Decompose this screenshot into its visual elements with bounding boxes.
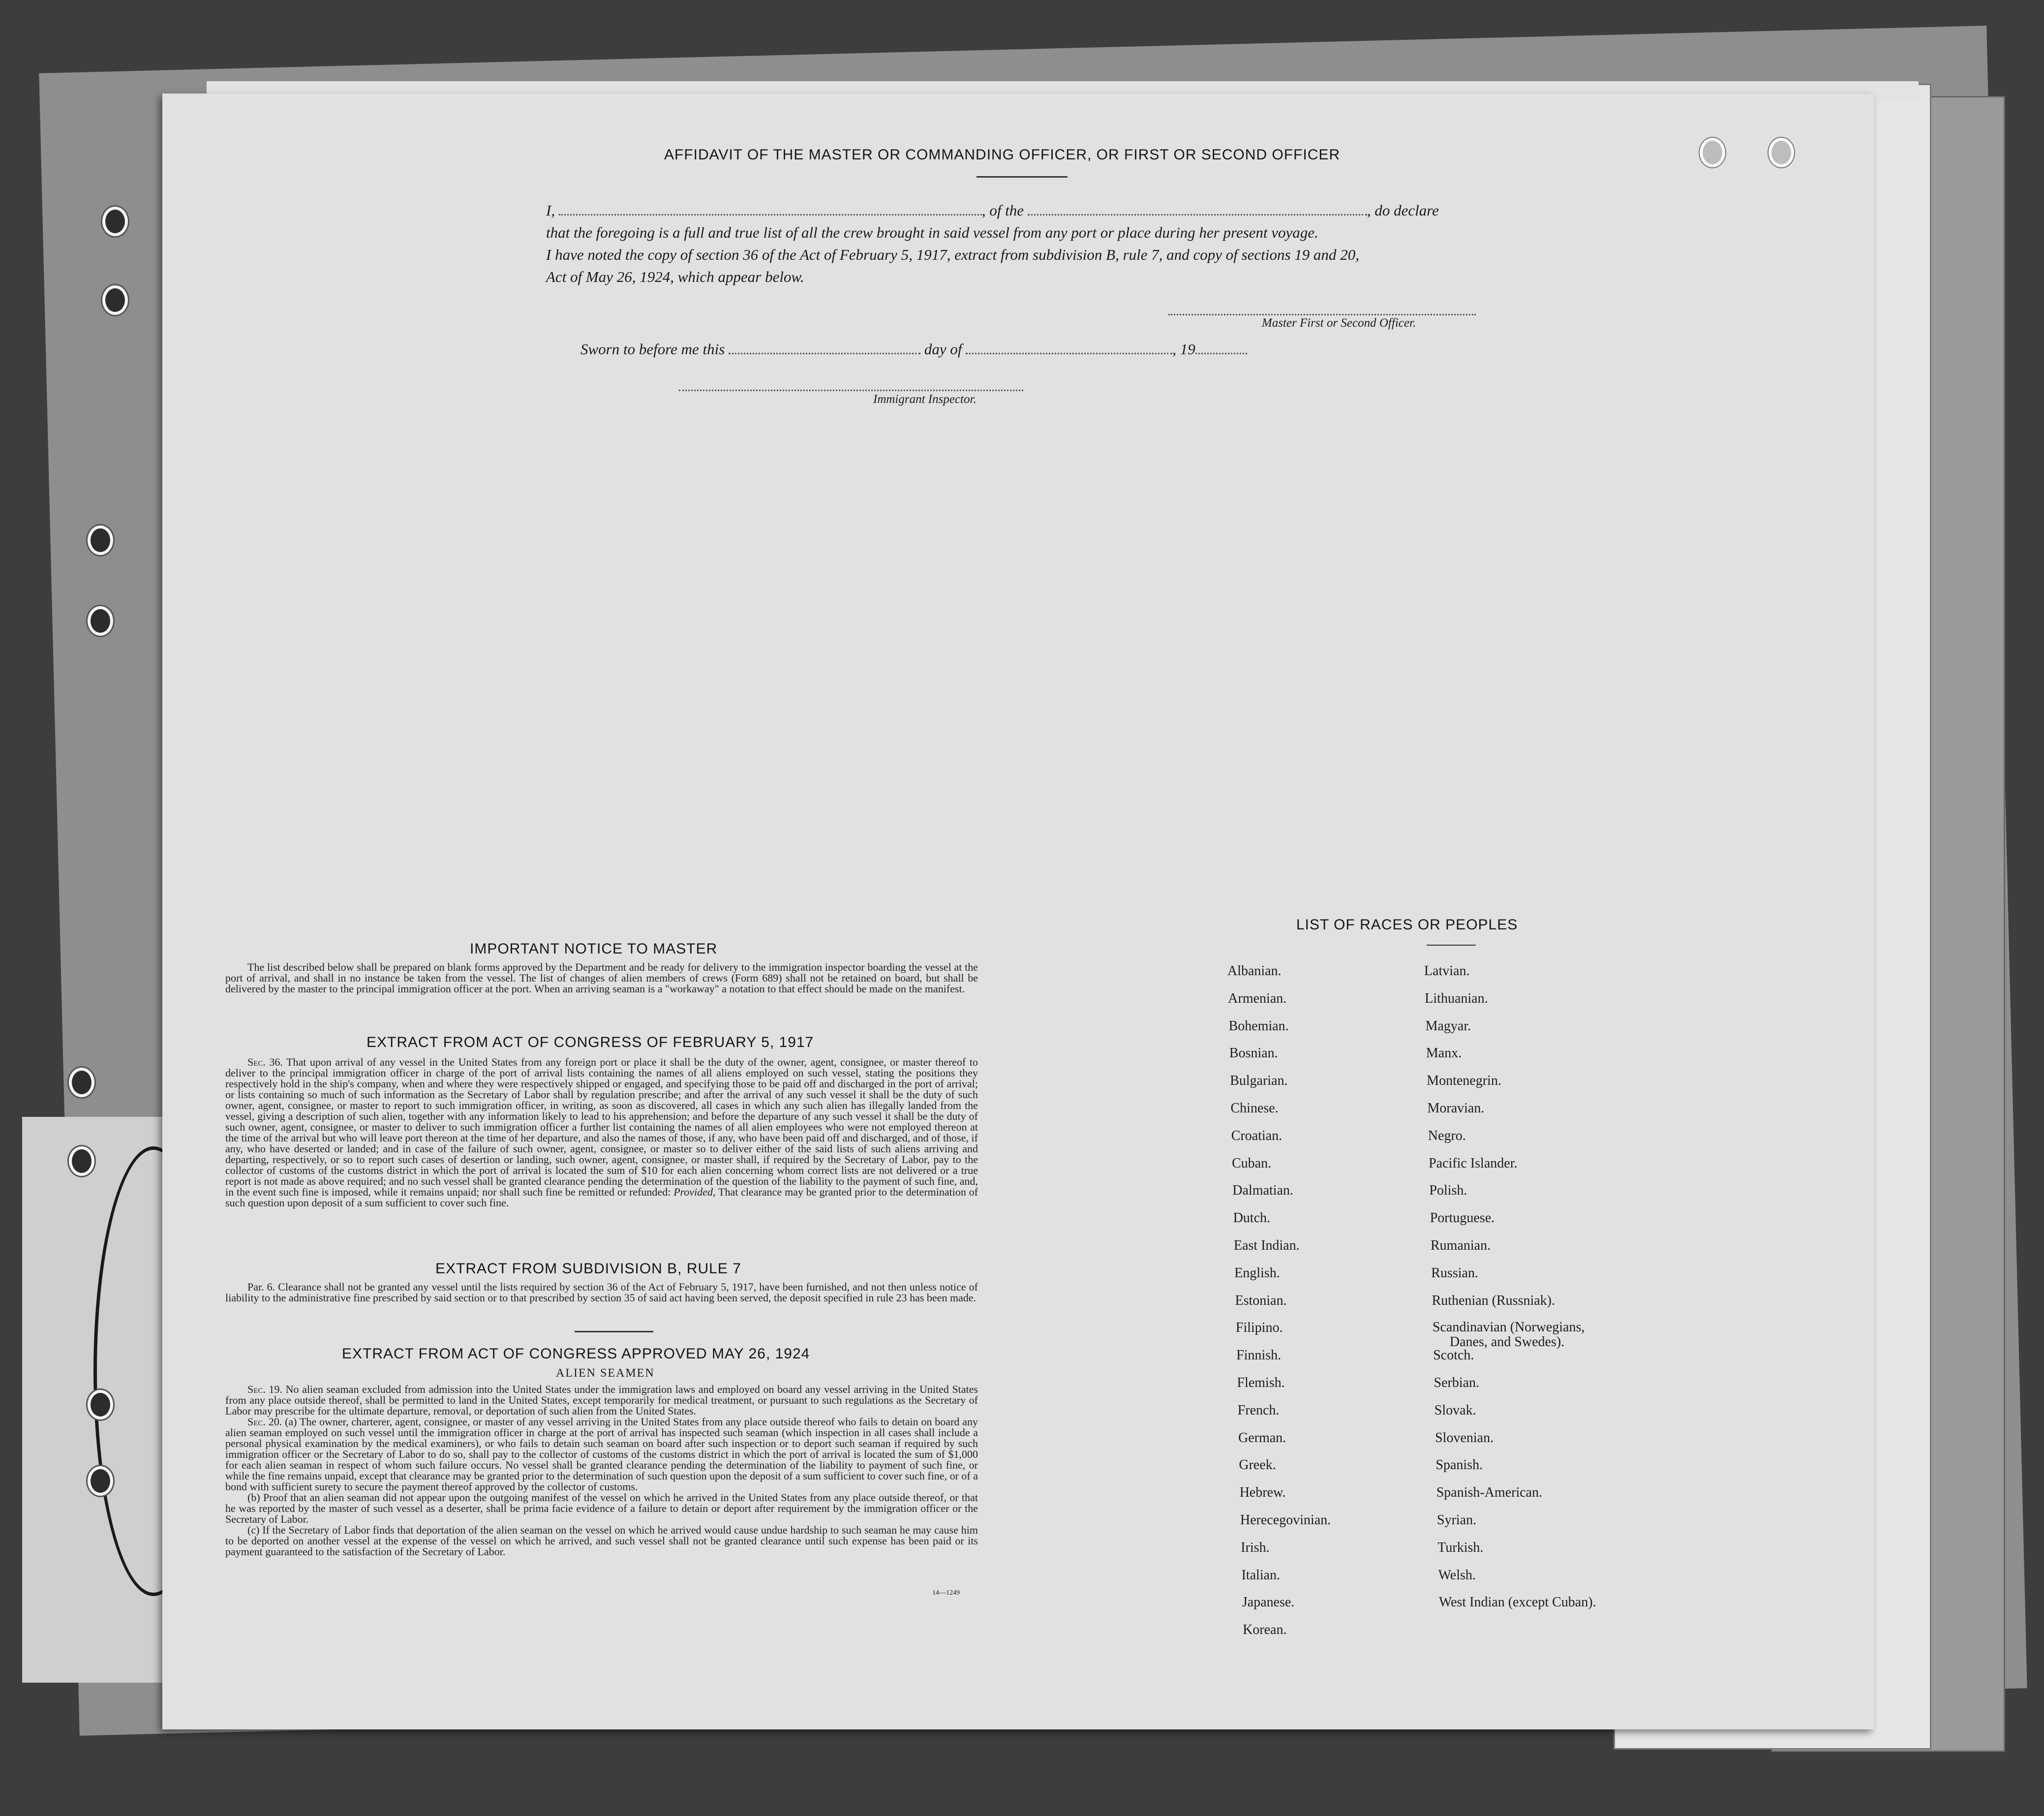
- race-item: Turkish.: [1437, 1539, 1484, 1555]
- alien-seamen-subtitle: ALIEN SEAMEN: [556, 1367, 655, 1380]
- race-item: Latvian.: [1424, 963, 1470, 979]
- section-20a-paragraph: [225, 1416, 978, 1492]
- vessel-field[interactable]: [1028, 214, 1367, 215]
- section-36-text: That upon arrival of any vessel in the United States from any foreign port or place it shall be the duty of the owner, agent, consignee, or master thereof to deliver to the principal immigration officer in charge of the port of arrival lists containing the names of all aliens employed on such vessel, stating the positions they respectively hold in the ship's company, when and where they were respectively shipped or engaged, and specifying those to be paid off and discharged in the port of arrival; or lists containing so much of such information as the Secretary of Labor shall by regulation prescribe; and after the arrival of any such vessel it shall be the duty of such owner, agent, consignee, or master to report to such immigration officer, in writing, as soon as discovered, all cases in which any such alien has illegally landed from the vessel, giving a description of such alien, together with any information likely to lead to his apprehension; and before the departure of any such vessel it shall be the duty of such owner, agent, consignee, or master to deliver to such immigration officer a further list containing the names of all alien employees who were not employed thereon at the time of the arrival but who will leave port thereon at the time of her departure, and also the names of those, if any, who have been paid off and discharged, and of those, if any, who have deserted or landed; and in case of the failure of such owner, agent, consignee, or master so to deliver either of the said lists of such aliens arriving and departing, respectively, or so to report such cases of desertion or landing, such owner, agent, consignee, or master shall, if required by the Secretary of Labor, pay to the collector of customs of the customs district in which the port of arrival is located the sum of $10 for each alien concerning whom correct lists are not delivered or a true report is not made as above required; and no such vessel shall be granted clearance pending the determination of the question of the liability to the payment of such fine, and, in the event such fine is imposed, while it remains unpaid; nor shall such fine be remitted or refunded:: [225, 1056, 978, 1198]
- section-19-paragraph: [225, 1384, 978, 1416]
- punch-hole: [1769, 138, 1794, 167]
- race-item: West Indian (except Cuban).: [1438, 1595, 1596, 1610]
- race-item: Scotch.: [1433, 1348, 1474, 1363]
- sworn-line: [580, 340, 1247, 358]
- sworn-day-field[interactable]: [729, 353, 920, 354]
- race-item: Pacific Islander.: [1429, 1155, 1518, 1171]
- race-item: English.: [1234, 1265, 1280, 1281]
- provided-word: Provided,: [673, 1186, 716, 1198]
- affidavit-title: AFFIDAVIT OF THE MASTER OR COMMANDING OFFICER, OR FIRST OR SECOND OFFICER: [664, 147, 1341, 163]
- race-item: Cuban.: [1232, 1155, 1272, 1171]
- section-20a-text: (a) The owner, charterer, agent, consignee, or master of any vessel arriving in the United States from any place outside thereof who fails to detain on board any alien seaman employed on such vessel until the immigration officer in charge at the port of arrival has inspected such seaman (which inspection in all cases shall include a personal physical examination by the medical examiners), or who fails to detain such seaman on board after such inspection or to deport such seaman if required by such immigration officer or the Secretary of Labor to do so, shall pay to the collector of customs of the customs district in which the port of arrival is located the sum of $1,000 for each alien seaman in respect of whom such failure occurs. No vessel shall be granted clearance pending the determination of the liability to payment of such fine, or while the fine remains unpaid, except that clearance may be granted prior to the determination of such question upon the deposit of a sum sufficient to cover such fine, or of a bond with sufficient surety to secure the payment thereof approved by the collector of customs.: [225, 1416, 978, 1493]
- year-field[interactable]: [1195, 353, 1247, 354]
- declaration-block: [546, 199, 1505, 288]
- notice-paragraph: The list described below shall be prepared on blank forms approved by the Department and be ready for delivery to the immigration inspector boarding the vessel at the port of arrival, and shall in no instance be taken from the vessel. The list of changes of alien members of crews (Form 689) shall not be retained on board, but shall be delivered by the master to the principal immigration officer at the port. When an arriving seaman is a "workaway" a notation to that effect should be made on the manifest.: [225, 961, 978, 995]
- race-item: Manx.: [1426, 1046, 1462, 1061]
- i-label: I,: [546, 202, 555, 219]
- title-rule: [976, 176, 1068, 178]
- races-title-rule: [1427, 945, 1476, 946]
- rule-7-paragraph: Par. 6. Clearance shall not be granted any vessel until the lists required by section 36 of the Act of February 5, 1917, have been furnished, and not then unless notice of liability to the administrative fine prescribed by said section or to that prescribed by section 35 of said act having been served, the deposit specified in rule 23 has been made.: [225, 1281, 978, 1304]
- race-item: Rumanian.: [1431, 1238, 1491, 1253]
- extract-1917-body: [225, 1057, 978, 1208]
- race-item: Polish.: [1429, 1183, 1467, 1199]
- rule-7-body: [225, 1282, 978, 1303]
- punch-hole: [1700, 138, 1725, 167]
- sworn-month-field[interactable]: [966, 353, 1172, 354]
- race-item: Dutch.: [1233, 1210, 1271, 1226]
- punch-hole: [88, 606, 113, 636]
- punch-hole: [69, 1146, 94, 1176]
- race-item: Moravian.: [1427, 1101, 1485, 1116]
- race-item: Spanish-American.: [1436, 1485, 1543, 1501]
- race-item: Bulgarian.: [1230, 1073, 1288, 1089]
- race-item: Filipino.: [1235, 1320, 1283, 1336]
- race-item: Slovak.: [1434, 1402, 1476, 1418]
- race-item: Armenian.: [1228, 990, 1287, 1006]
- race-item: Chinese.: [1230, 1101, 1279, 1116]
- race-item: Albanian.: [1227, 963, 1281, 979]
- year-label: , 19: [1172, 340, 1195, 358]
- race-item: Herecegovinian.: [1240, 1512, 1331, 1528]
- race-item: Welsh.: [1438, 1567, 1476, 1583]
- notice-body: [225, 962, 978, 994]
- section-19-label: Sec. 19.: [247, 1383, 283, 1395]
- name-field[interactable]: [559, 214, 982, 215]
- section-20b-paragraph: (b) Proof that an alien seaman did not appear upon the outgoing manifest of the vessel on which he arrived in the United States from any place outside thereof, or that he was reported by the master of such vessel as a deserter, shall be prima facie evidence of a failure to detain or deport after requirement by the immigration officer or the Secretary of Labor.: [225, 1491, 978, 1525]
- punch-hole: [88, 1390, 113, 1419]
- master-signature-label: Master First or Second Officer.: [1262, 316, 1416, 330]
- form-code: 14—1249: [932, 1589, 960, 1597]
- race-item: Ruthenian (Russniak).: [1432, 1293, 1556, 1308]
- race-item: Dalmatian.: [1232, 1183, 1294, 1199]
- race-item: Serbian.: [1434, 1375, 1480, 1390]
- race-item: German.: [1238, 1430, 1286, 1446]
- section-36-label: Sec. 36.: [247, 1056, 283, 1068]
- race-item: Lithuanian.: [1425, 990, 1488, 1006]
- race-item: Korean.: [1243, 1622, 1287, 1638]
- extract-1917-title: EXTRACT FROM ACT OF CONGRESS OF FEBRUARY 5, 1917: [366, 1034, 814, 1050]
- races-title: LIST OF RACES OR PEOPLES: [1296, 917, 1518, 933]
- rule-7-rule: [575, 1331, 653, 1332]
- race-item: Slovenian.: [1435, 1430, 1494, 1446]
- extract-1924-body: [225, 1384, 978, 1557]
- race-item: Spanish.: [1435, 1457, 1483, 1473]
- race-item: Negro.: [1428, 1128, 1466, 1143]
- section-36-paragraph: [225, 1057, 978, 1208]
- notice-title: IMPORTANT NOTICE TO MASTER: [470, 941, 718, 957]
- punch-hole: [102, 207, 128, 236]
- declaration-line-2: that the foregoing is a full and true list of all the crew brought in said vessel from any port or place during her present voyage.: [546, 224, 1318, 241]
- inspector-label: Immigrant Inspector.: [873, 393, 976, 406]
- race-item: Greek.: [1239, 1457, 1276, 1473]
- rule-7-title: EXTRACT FROM SUBDIVISION B, RULE 7: [435, 1261, 741, 1277]
- race-item: Syrian.: [1437, 1512, 1477, 1528]
- master-signature-line[interactable]: [1168, 314, 1476, 315]
- race-item: Croatian.: [1231, 1128, 1282, 1143]
- sworn-label: Sworn to before me this: [580, 340, 725, 358]
- section-19-text: No alien seaman excluded from admission into the United States under the immigration laws and employed on board any vessel arriving in the United States from any place outside thereof, shall be permitted to land in the United States, except temporarily for medical treatment, or pursuant to such regulations as the Secretary of Labor may prescribe for the ultimate departure, removal, or deportation of such alien from the United States.: [225, 1383, 978, 1417]
- declaration-line-3: I have noted the copy of section 36 of the Act of February 5, 1917, extract from subdivision B, rule 7, and copy of sections 19 and 20,: [546, 246, 1360, 263]
- race-item: Irish.: [1241, 1539, 1270, 1555]
- declaration-line-1: [546, 199, 1505, 221]
- punch-hole: [102, 285, 128, 315]
- race-item: Bohemian.: [1228, 1018, 1289, 1034]
- punch-hole: [88, 525, 113, 555]
- day-of-label: day of: [924, 340, 962, 358]
- race-item: Hebrew.: [1239, 1485, 1286, 1501]
- race-item: Estonian.: [1235, 1293, 1287, 1308]
- race-item: Finnish.: [1236, 1348, 1281, 1363]
- race-item: Montenegrin.: [1427, 1073, 1501, 1089]
- race-item: Bosnian.: [1229, 1046, 1278, 1061]
- race-item: Flemish.: [1237, 1375, 1285, 1390]
- section-20c-paragraph: (c) If the Secretary of Labor finds that deportation of the alien seaman on the vessel on which he arrived would cause undue hardship to such seaman he may cause him to be deported on another vessel at the expense of the vessel on which he arrived, and such vessel shall not be granted clearance until such expense has been paid or its payment guaranteed to the satisfaction of the Secretary of Labor.: [225, 1524, 978, 1558]
- do-declare-label: , do declare: [1367, 202, 1439, 219]
- declaration-line-4: Act of May 26, 1924, which appear below.: [546, 268, 804, 285]
- race-item: Japanese.: [1242, 1595, 1295, 1610]
- punch-hole: [88, 1466, 113, 1496]
- race-item: Italian.: [1241, 1567, 1281, 1583]
- race-item: Magyar.: [1425, 1018, 1471, 1034]
- section-36-tail: That clearance may be granted prior to the determination of such question upon deposit of a sum sufficient to cover such fine.: [225, 1186, 978, 1209]
- punch-hole: [69, 1068, 94, 1097]
- extract-1924-title: EXTRACT FROM ACT OF CONGRESS APPROVED MAY 26, 1924: [342, 1346, 810, 1362]
- race-item: Russian.: [1431, 1265, 1478, 1281]
- race-item: French.: [1237, 1402, 1280, 1418]
- of-the-label: , of the: [981, 202, 1024, 219]
- race-item: Scandinavian (Norwegians, Danes, and Swedes).: [1432, 1320, 1585, 1350]
- race-item: Portuguese.: [1430, 1210, 1495, 1226]
- race-item: East Indian.: [1234, 1238, 1300, 1253]
- section-20-label: Sec. 20.: [247, 1416, 282, 1428]
- inspector-signature-line[interactable]: [679, 390, 1023, 391]
